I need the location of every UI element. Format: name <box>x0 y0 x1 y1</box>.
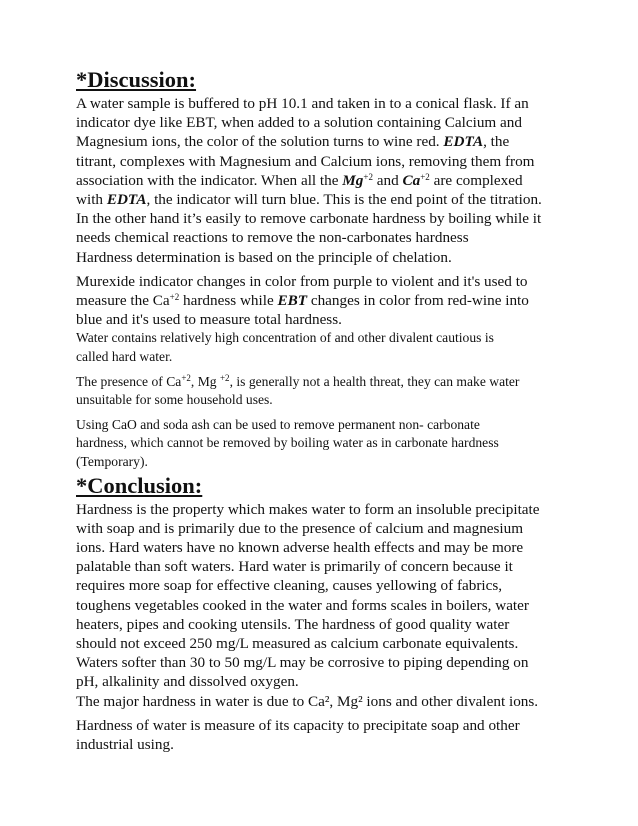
text-line: In the other hand it’s easily to remove carbonate hardness by boiling while it <box>76 210 542 228</box>
text-line: Waters softer than 30 to 50 mg/L may be corrosive to piping depending on <box>76 654 529 672</box>
conclusion-heading: *Conclusion: <box>76 472 203 498</box>
text-line <box>76 291 566 310</box>
conclusion-paragraph-1 <box>76 500 566 711</box>
text-run: The presence of Ca <box>76 373 182 389</box>
text-line: A water sample is buffered to pH 10.1 and taken in to a conical flask. If an <box>76 95 529 112</box>
superscript: +2 <box>219 372 230 383</box>
text-run: , is generally not a health threat, they can make water <box>229 373 520 389</box>
text-line: (Temporary). <box>76 454 148 469</box>
discussion-paragraph-4 <box>76 373 566 410</box>
ebt-term: EBT <box>277 292 308 310</box>
text-line: with soap and is primarily due to the presence of calcium and magnesium <box>76 519 524 537</box>
text-line: Murexide indicator changes in color from purple to violent and it's used to <box>76 272 528 290</box>
text-line: industrial using. <box>76 736 174 754</box>
text-line: needs chemical reactions to remove the non-carbonates hardness <box>76 229 469 247</box>
superscript: +2 <box>169 292 180 303</box>
text-line <box>76 132 566 151</box>
edta-term: EDTA <box>443 133 484 151</box>
text-line: should not exceed 250 mg/L measured as calcium carbonate equivalents. <box>76 635 519 653</box>
ca-term: Ca <box>402 171 421 189</box>
text-line: palatable than soft waters. Hard water is primarily of concern because it <box>76 558 513 576</box>
text-line: indicator dye like EBT, when added to a solution containing Calcium and <box>76 114 522 132</box>
text-line: ions. Hard waters have no known adverse health effects and may be more <box>76 539 524 556</box>
text-run: changes in color from red-wine into <box>310 292 529 310</box>
text-run: Magnesium ions, the color of the solution turns to wine red. <box>76 133 440 151</box>
text-line: hardness, which cannot be removed by boiling water as in carbonate hardness <box>76 435 499 451</box>
discussion-paragraph-1 <box>76 94 566 267</box>
discussion-paragraph-5 <box>76 416 566 472</box>
text-line: titrant, complexes with Magnesium and Calcium ions, removing them from <box>76 152 535 170</box>
superscript: +2 <box>420 171 430 182</box>
conclusion-paragraph-2 <box>76 716 566 754</box>
text-line: unsuitable for some household uses. <box>76 392 273 408</box>
text-run: association with the indicator. When all the <box>76 171 339 189</box>
text-line <box>76 190 566 209</box>
text-line: Using CaO and soda ash can be used to remove permanent non- carbonate <box>76 416 480 432</box>
text-line: Hardness of water is measure of its capacity to precipitate soap and other <box>76 716 520 734</box>
discussion-heading: *Discussion: <box>76 67 197 92</box>
text-line: requires more soap for effective cleaning, causes yellowing of fabrics, <box>76 577 503 595</box>
mg-term: Mg <box>342 171 364 189</box>
discussion-paragraph-2 <box>76 272 566 330</box>
text-line: toughens vegetables cooked in the water and forms scales in boilers, water <box>76 596 529 614</box>
text-line: Water contains relatively high concentration of and other divalent cautious is <box>76 330 494 346</box>
discussion-paragraph-3 <box>76 329 566 366</box>
text-line: Hardness is the property which makes water to form an insoluble precipitate <box>76 500 540 518</box>
text-line <box>76 171 566 190</box>
text-run: , the indicator will turn blue. This is the end point of the titration. <box>146 191 542 209</box>
text-run: and <box>376 171 399 189</box>
document-page <box>76 66 566 754</box>
text-line: pH, alkalinity and dissolved oxygen. <box>76 673 299 691</box>
text-run: with <box>76 191 104 209</box>
text-run: are complexed <box>433 171 523 189</box>
text-line: called hard water. <box>76 349 173 365</box>
text-line: blue and it's used to measure total hardness. <box>76 311 342 329</box>
text-run: , Mg <box>190 373 217 389</box>
text-line: heaters, pipes and cooking utensils. The hardness of good quality water <box>76 615 510 633</box>
text-run: hardness while <box>183 292 274 310</box>
text-run: measure the Ca <box>76 292 170 310</box>
text-run: , the <box>483 133 510 151</box>
text-line: Hardness determination is based on the principle of chelation. <box>76 248 452 266</box>
superscript: +2 <box>181 372 191 383</box>
edta-term: EDTA <box>106 191 147 209</box>
superscript: +2 <box>363 171 373 182</box>
text-line <box>76 373 566 392</box>
text-line: The major hardness in water is due to Ca², Mg² ions and other divalent ions. <box>76 692 539 710</box>
